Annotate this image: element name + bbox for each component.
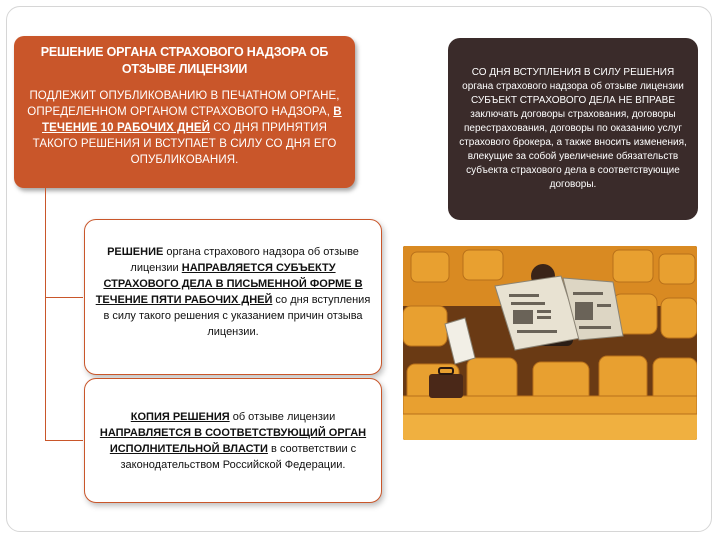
box-title-line2: ОТЗЫВЕ ЛИЦЕНЗИИ	[121, 62, 248, 76]
card1-bold2: НАПРАВЛЯЕТСЯ СУБЪЕКТУ СТРАХОВОГО ДЕЛА В ПИСЬМЕННОЙ ФОРМЕ В ТЕЧЕНИЕ ПЯТИ РАБОЧИХ ДНЕЙ	[95, 262, 363, 306]
card1-text1: органа страхового надзора об отзыве лицензии	[130, 246, 359, 274]
card1-text2: со дня вступления в силу такого решения с указанием причин отзыва лицензии.	[103, 294, 371, 338]
card2-bold2: НАПРАВЛЯЕТСЯ В СООТВЕТСТВУЮЩИЙ ОРГАН ИСПОЛНИТЕЛЬНОЙ ВЛАСТИ	[99, 427, 367, 455]
card2-bold1: КОПИЯ РЕШЕНИЯ	[130, 411, 230, 423]
connector-branch-1	[45, 297, 83, 298]
connector-branch-2	[45, 440, 83, 441]
box-title	[22, 44, 347, 78]
auditorium-photo-graphic	[403, 246, 697, 440]
connector-line	[45, 188, 46, 440]
card2-text1: об отзыве лицензии	[229, 411, 336, 423]
box-title-line1: РЕШЕНИЕ ОРГАНА СТРАХОВОГО НАДЗОРА ОБ	[40, 45, 329, 59]
card1-bold1: РЕШЕНИЕ	[107, 246, 164, 258]
card2-text2: в соответствии с законодательством Российской Федерации.	[120, 443, 357, 471]
body-part2: СО ДНЯ ПРИНЯТИЯ ТАКОГО РЕШЕНИЯ И ВСТУПАЕТ В СИЛУ СО ДНЯ ЕГО ОПУБЛИКОВАНИЯ.	[32, 122, 337, 166]
auditorium-photo	[403, 246, 697, 440]
license-revocation-publication-box	[14, 36, 355, 188]
box-body	[22, 88, 347, 168]
body-part1: ПОДЛЕЖИТ ОПУБЛИКОВАНИЮ В ПЕЧАТНОМ ОРГАНЕ, ОПРЕДЕЛЕННОМ ОРГАНОМ СТРАХОВОГО НАДЗОРА,	[27, 90, 340, 118]
decision-notification-card	[84, 219, 382, 375]
insurance-entity-restriction-box	[448, 38, 698, 220]
decision-copy-card	[84, 378, 382, 503]
restriction-text: СО ДНЯ ВСТУПЛЕНИЯ В СИЛУ РЕШЕНИЯ органа страхового надзора об отзыве лицензии СУБЪЕКТ СТРАХОВОГО ДЕЛА НЕ ВПРАВЕ заключать договоры страхования, договоры перестрахования, договоры по оказанию услуг страхового брокера, а также вносить изменения, влекущие за собой увеличение обязательств субъекта страхового дела в соответствующие договоры.	[459, 67, 687, 190]
body-deadline: В ТЕЧЕНИЕ 10 РАБОЧИХ ДНЕЙ	[42, 106, 342, 134]
